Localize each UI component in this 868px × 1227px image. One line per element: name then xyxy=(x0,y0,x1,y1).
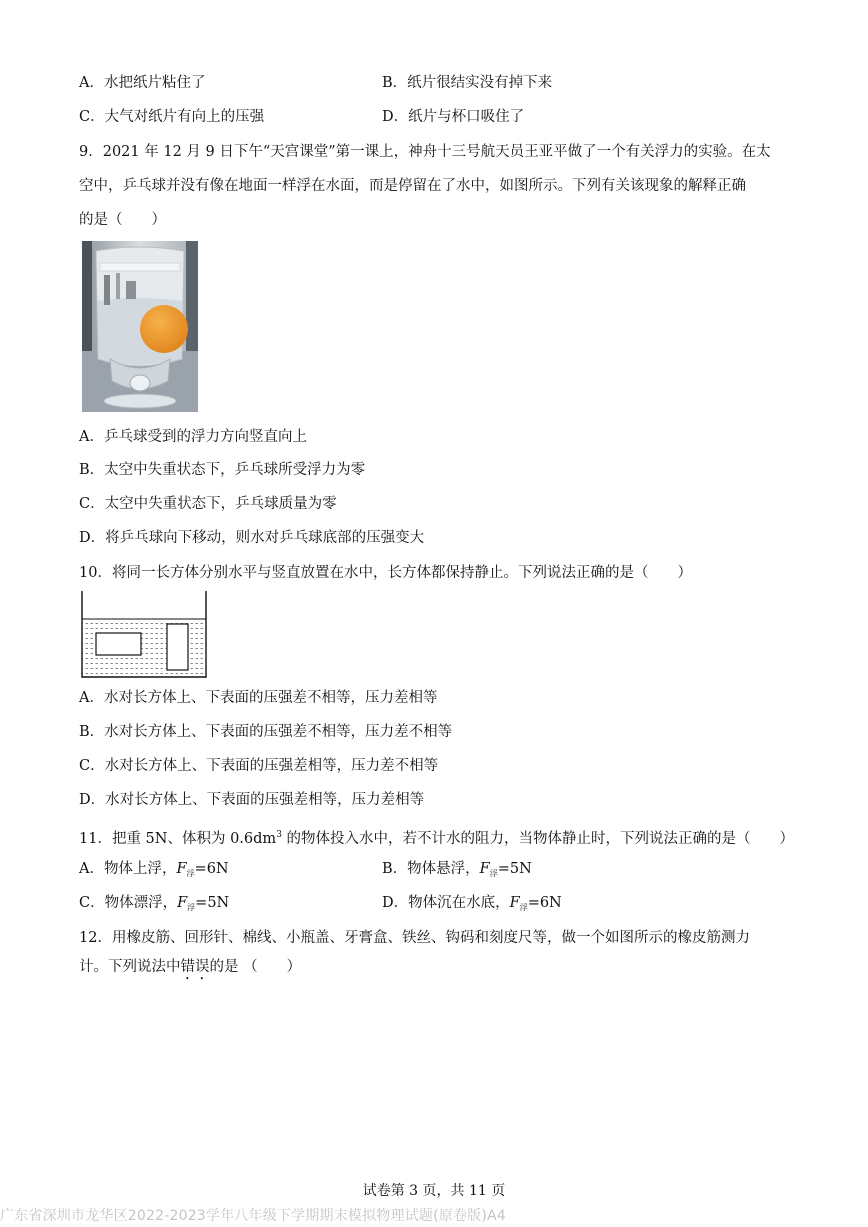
q11-option-b: B．物体悬浮，$F_浮=5N$ xyxy=(382,861,532,878)
cuboid-in-water-diagram xyxy=(80,591,208,679)
q12-stem-line1: 12．用橡皮筋、回形针、棉线、小瓶盖、牙膏盒、铁丝、钩码和刻度尺等，做一个如图所示的橡皮筋测力 xyxy=(79,930,750,946)
ping-pong-ball xyxy=(140,305,188,353)
q12-stem-line2: 计。下列说法中错误的是 （ ） xyxy=(79,959,302,975)
q11-stem: 11．把重 5N、体积为 $0.6dm^3$ 的物体投入水中，若不计水的阻力，当物体静止时，下列说法正确的是（ ） xyxy=(79,830,795,847)
q10-option-c: C．水对长方体上、下表面的压强差相等，压力差不相等 xyxy=(79,758,439,774)
q9-option-c: C．太空中失重状态下，乒乓球质量为零 xyxy=(79,496,337,512)
q9-stem-line3: 的是（ ） xyxy=(79,212,166,228)
q11-option-d: D．物体沉在水底，$F_浮=6N$ xyxy=(382,895,562,912)
q8-option-d: D．纸片与杯口吸住了 xyxy=(382,109,525,125)
q10-option-a: A．水对长方体上、下表面的压强差不相等，压力差相等 xyxy=(79,690,438,706)
q11-option-c: C．物体漂浮，$F_浮=5N$ xyxy=(79,895,230,912)
horizontal-cuboid xyxy=(96,633,141,655)
watermark: 广东省深圳市龙华区2022-2023学年八年级下学期期末模拟物理试题(原卷版)A4 xyxy=(0,1208,506,1224)
q9-option-b: B．太空中失重状态下，乒乓球所受浮力为零 xyxy=(79,462,366,478)
q9-stem-line2: 空中，乒乓球并没有像在地面一样浮在水面，而是停留在了水中，如图所示。下列有关该现象的解释正确 xyxy=(79,178,746,194)
q9-option-d: D．将乒乓球向下移动，则水对乒乓球底部的压强变大 xyxy=(79,530,425,546)
q10-option-d: D．水对长方体上、下表面的压强差相等，压力差相等 xyxy=(79,792,425,808)
q11-option-a: A．物体上浮，$F_浮=6N$ xyxy=(79,861,229,878)
vertical-cuboid xyxy=(167,624,188,670)
page-footer: 试卷第 3 页，共 11 页 xyxy=(362,1183,506,1199)
q8-option-b: B．纸片很结实没有掉下来 xyxy=(382,75,553,91)
q9-option-a: A．乒乓球受到的浮力方向竖直向上 xyxy=(79,429,307,445)
q10-stem: 10．将同一长方体分别水平与竖直放置在水中，长方体都保持静止。下列说法正确的是（ ） xyxy=(79,565,692,581)
q8-option-a: A．水把纸片粘住了 xyxy=(79,75,206,91)
q9-stem-line1: 9．2021 年 12 月 9 日下午“天宫课堂”第一课上，神舟十三号航天员王亚平做了一个有关浮力的实验。在太 xyxy=(79,144,771,160)
q10-option-b: B．水对长方体上、下表面的压强差不相等，压力差不相等 xyxy=(79,724,453,740)
q8-option-c: C．大气对纸片有向上的压强 xyxy=(79,109,265,125)
ping-pong-in-water-photo xyxy=(82,241,198,412)
